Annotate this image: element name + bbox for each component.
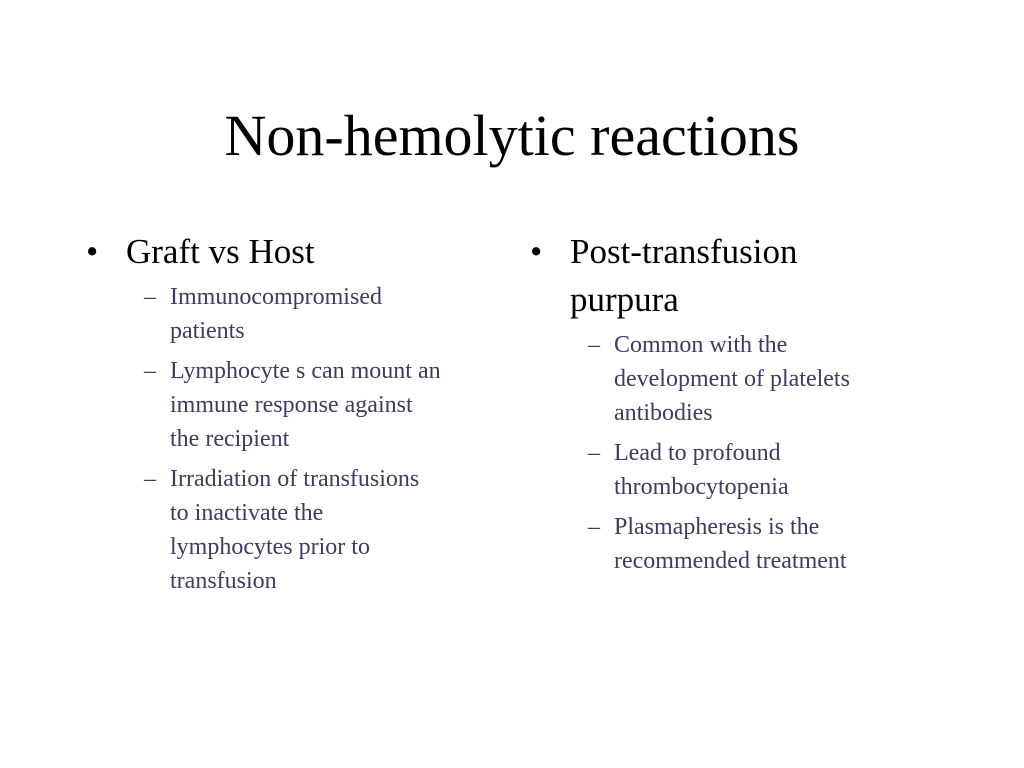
- sub-list-item: [574, 328, 910, 430]
- dash-icon: –: [144, 284, 156, 310]
- left-sub-list: [130, 280, 506, 598]
- sub-item-text: Lymphocyte s can mount an immune response against the recipient: [170, 358, 441, 452]
- sub-item-text: Lead to profound thrombocytopenia: [614, 440, 789, 500]
- sub-list-item: [574, 510, 910, 578]
- sub-item-text: Common with the development of platelets antibodies: [614, 332, 850, 426]
- slide-title: Non-hemolytic reactions: [224, 103, 800, 168]
- sub-list-item: [574, 436, 910, 504]
- dash-icon: –: [588, 440, 600, 466]
- sub-item-text: Immunocompromised patients: [170, 284, 382, 344]
- bullet-icon: •: [530, 232, 543, 271]
- left-column: [86, 228, 506, 604]
- dash-icon: –: [588, 332, 600, 358]
- bullet-icon: •: [86, 232, 99, 271]
- right-bullet: [530, 228, 910, 324]
- left-bullet: [86, 228, 506, 276]
- sub-list-item: [130, 354, 506, 456]
- dash-icon: –: [144, 466, 156, 492]
- dash-icon: –: [144, 358, 156, 384]
- sub-list-item: [130, 280, 506, 348]
- sub-item-text: Plasmapheresis is the recommended treatment: [614, 514, 847, 574]
- dash-icon: –: [588, 514, 600, 540]
- right-bullet-heading: Post-transfusion purpura: [570, 232, 798, 319]
- sub-list-item: [130, 462, 506, 598]
- right-column: [530, 228, 910, 584]
- left-bullet-heading: Graft vs Host: [126, 232, 315, 271]
- sub-item-text: Irradiation of transfusions to inactivate the lymphocytes prior to transfusion: [170, 466, 420, 594]
- right-sub-list: [574, 328, 910, 578]
